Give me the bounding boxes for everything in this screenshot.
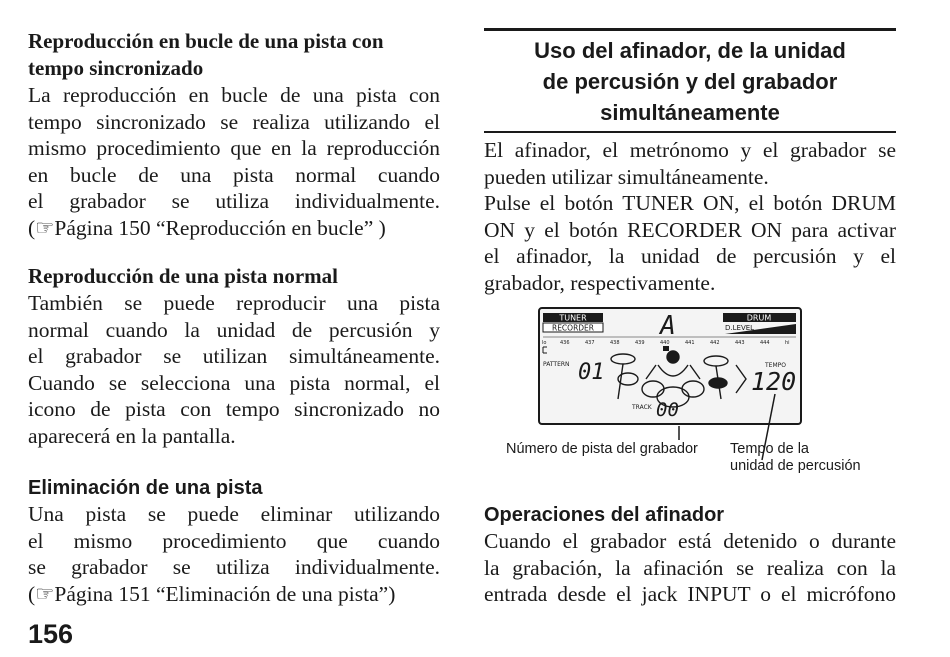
- intro-paragraph: El afinador, el metrónomo y el grabador se pueden utilizar simultáneamente. Pulse el botón TUNER ON, el botón DRUM ON y el botón RECORDER ON para activar el afinador, la unidad de percusión y el grabador, respectivamente.: [484, 138, 896, 295]
- section-body-normal-track: También se puede reproducir una pista normal cuando la unidad de percusión y el grabador se utilizan simultáneamente. Cuando se selecciona una pista normal, el icono de pista con tempo sincronizado no aparecerá en la pantalla.: [28, 291, 440, 448]
- caption-tempo: Tempo de la unidad de percusión: [730, 441, 861, 474]
- lcd-tempo-value: 120: [751, 367, 797, 396]
- lcd-note: A: [660, 311, 676, 341]
- lcd-dlevel-label: D.LEVEL: [725, 324, 755, 332]
- lcd-tempo-label: TEMPO: [765, 362, 786, 369]
- section-heading-delete-track: Eliminación de una pista: [28, 477, 263, 499]
- svg-text:443: 443: [735, 340, 745, 346]
- svg-text:442: 442: [710, 340, 720, 346]
- section-body-loop-sync: La reproducción en bucle de una pista con tempo sincronizado se realiza utilizando el mismo procedimiento que en la reproducción en bucle de una pista normal cuando el grabador se utiliza individualmente. (☞Página 150 “Reproducción en bucle” ): [28, 83, 440, 240]
- svg-text:hi: hi: [785, 340, 790, 346]
- svg-text:438: 438: [610, 340, 620, 346]
- svg-text:444: 444: [760, 340, 770, 346]
- svg-text:437: 437: [585, 340, 595, 346]
- lcd-tuner-label: TUNER: [559, 313, 587, 323]
- caption-track-number: Número de pista del grabador: [506, 441, 698, 457]
- lcd-pattern-value: 01: [578, 360, 605, 385]
- section-title-simultaneous: Uso del afinador, de la unidad de percusión y del grabador simultáneamente: [484, 28, 896, 133]
- lcd-pattern-label: PATTERN: [543, 361, 570, 368]
- svg-text:439: 439: [635, 340, 645, 346]
- page-number: 156: [28, 619, 74, 649]
- section-heading-tuner-operations: Operaciones del afinador: [484, 504, 725, 526]
- svg-text:441: 441: [685, 340, 695, 346]
- section-body-delete-track: Una pista se puede eliminar utilizando el mismo procedimiento que cuando se grabador se utiliza individualmente. (☞Página 151 “Eliminación de una pista”): [28, 502, 440, 606]
- section-heading-loop-sync: Reproducción en bucle de una pista con tempo sincronizado: [28, 29, 384, 80]
- lcd-recorder-label: RECORDER: [551, 323, 595, 333]
- section-body-tuner-operations: Cuando el grabador está detenido o durante la grabación, la afinación se realiza con la entrada desde el jack INPUT o el micrófono: [484, 529, 896, 606]
- svg-text:436: 436: [560, 340, 570, 346]
- lcd-track-value: 00: [656, 399, 679, 421]
- section-heading-normal-track: Reproducción de una pista normal: [28, 264, 338, 288]
- lcd-track-label: TRACK: [632, 404, 652, 411]
- svg-text:lo: lo: [542, 340, 547, 346]
- lcd-drum-label: DRUM: [746, 313, 772, 323]
- svg-text:440: 440: [660, 340, 670, 346]
- section-tuner-operations: [484, 502, 896, 608]
